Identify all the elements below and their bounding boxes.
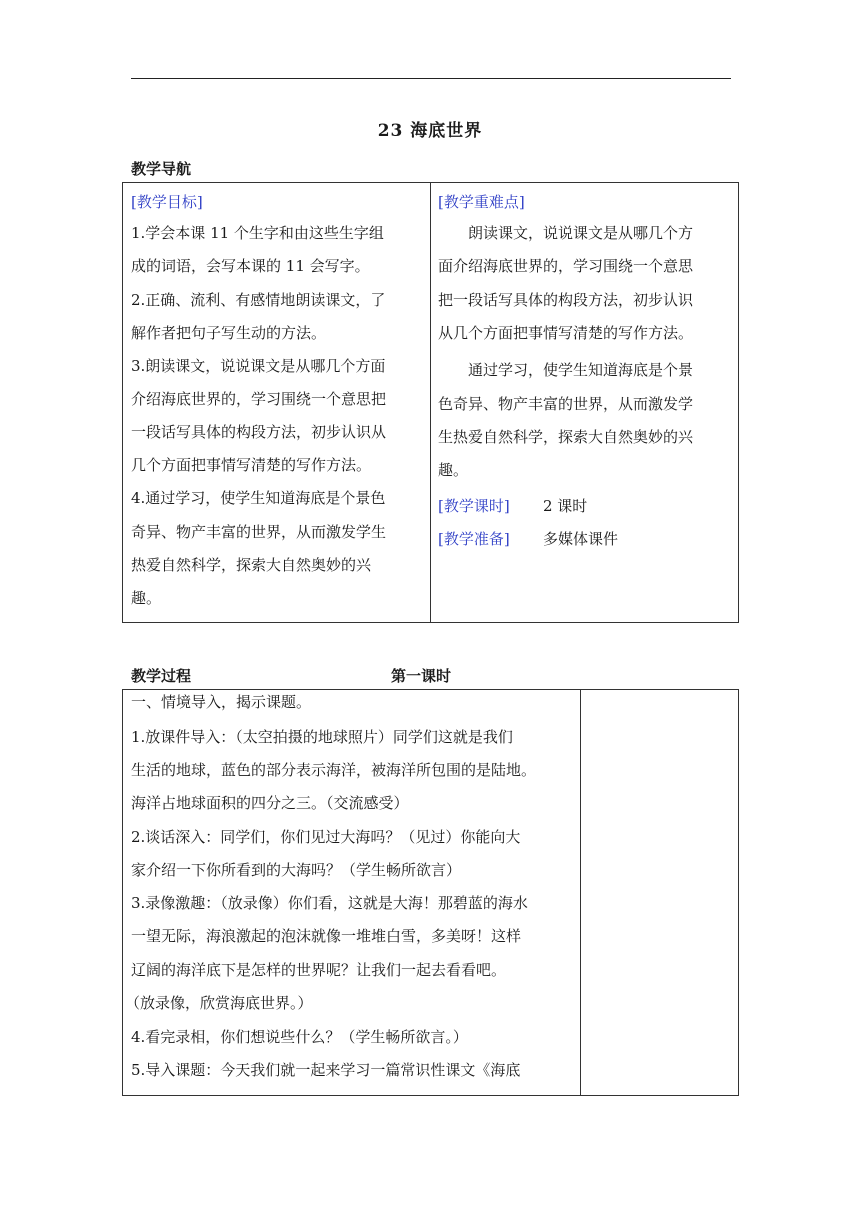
process-line: 3.录像激趣：（放录像）你们看，这就是大海！那碧蓝的海水 bbox=[131, 894, 528, 912]
process-line: 5.导入课题：今天我们就一起来学习一篇常识性课文《海底 bbox=[131, 1061, 521, 1079]
process-line: 海洋占地球面积的四分之三。（交流感受） bbox=[131, 794, 409, 812]
prep-label: [教学准备] bbox=[438, 530, 510, 548]
header-rule bbox=[131, 78, 731, 79]
hours-value: 2 课时 bbox=[543, 497, 588, 515]
goals-line: 3.朗读课文，说说课文是从哪几个方面 bbox=[131, 357, 386, 375]
process-line: 1.放课件导入：（太空拍摄的地球照片）同学们这就是我们 bbox=[131, 728, 513, 746]
prep-value: 多媒体课件 bbox=[543, 530, 619, 548]
process-line: 辽阔的海洋底下是怎样的世界呢？让我们一起去看看吧。 bbox=[131, 961, 507, 979]
goals-line: 2.正确、流利、有感情地朗读课文，了 bbox=[131, 291, 386, 309]
process-line: 2.谈话深入：同学们，你们见过大海吗？（见过）你能向大 bbox=[131, 828, 521, 846]
process-line: （放录像，欣赏海底世界。） bbox=[125, 994, 313, 1012]
process-cell bbox=[123, 690, 580, 1095]
goals-cell bbox=[123, 183, 430, 622]
key-points-line: 生热爱自然科学，探索大自然奥妙的兴 bbox=[438, 428, 694, 446]
process-line: 生活的地球，蓝色的部分表示海洋，被海洋所包围的是陆地。 bbox=[131, 761, 537, 779]
goals-line: 奇异、物产丰富的世界，从而激发学生 bbox=[131, 523, 387, 541]
page-title: 23 海底世界 bbox=[377, 121, 483, 141]
key-points-cell bbox=[431, 183, 739, 622]
goals-line: 解作者把句子写生动的方法。 bbox=[131, 324, 327, 342]
key-points-line: 朗读课文，说说课文是从哪几个方 bbox=[468, 224, 694, 242]
process-line: 家介绍一下你所看到的大海吗？（学生畅所欲言） bbox=[131, 861, 462, 879]
key-points-header: [教学重难点] bbox=[438, 193, 525, 211]
goals-header: [教学目标] bbox=[131, 193, 203, 211]
process-line: 4.看完录相，你们想说些什么？（学生畅所欲言。） bbox=[131, 1028, 468, 1046]
process-line: 一望无际，海浪激起的泡沫就像一堆堆白雪，多美呀！这样 bbox=[131, 927, 522, 945]
goals-line: 几个方面把事情写清楚的写作方法。 bbox=[131, 456, 372, 474]
nav-label: 教学导航 bbox=[131, 160, 192, 178]
process-table bbox=[122, 689, 739, 1096]
process-line: 一、情境导入，揭示课题。 bbox=[131, 693, 312, 711]
goals-line: 热爱自然科学，探索大自然奥妙的兴 bbox=[131, 556, 372, 574]
process-label: 教学过程 bbox=[131, 667, 192, 685]
key-points-line: 把一段话写具体的构段方法，初步认识 bbox=[438, 291, 694, 309]
key-points-line: 面介绍海底世界的，学习围绕一个意思 bbox=[438, 257, 694, 275]
teaching-nav-table bbox=[122, 182, 739, 623]
key-points-line: 色奇异、物产丰富的世界，从而激发学 bbox=[438, 395, 694, 413]
goals-line: 成的词语，会写本课的 11 会写字。 bbox=[131, 257, 370, 275]
goals-line: 4.通过学习，使学生知道海底是个景色 bbox=[131, 489, 386, 507]
key-points-line: 趣。 bbox=[438, 461, 469, 479]
key-points-line: 从几个方面把事情写清楚的写作方法。 bbox=[438, 324, 694, 342]
goals-line: 趣。 bbox=[131, 589, 162, 607]
key-points-line: 通过学习，使学生知道海底是个景 bbox=[468, 361, 694, 379]
goals-line: 介绍海底世界的，学习围绕一个意思把 bbox=[131, 390, 387, 408]
goals-line: 1.学会本课 11 个生字和由这些生字组 bbox=[131, 224, 384, 242]
hours-label: [教学课时] bbox=[438, 497, 510, 515]
goals-line: 一段话写具体的构段方法，初步认识从 bbox=[131, 423, 387, 441]
notes-cell bbox=[581, 690, 739, 1095]
lesson-label: 第一课时 bbox=[391, 667, 452, 685]
